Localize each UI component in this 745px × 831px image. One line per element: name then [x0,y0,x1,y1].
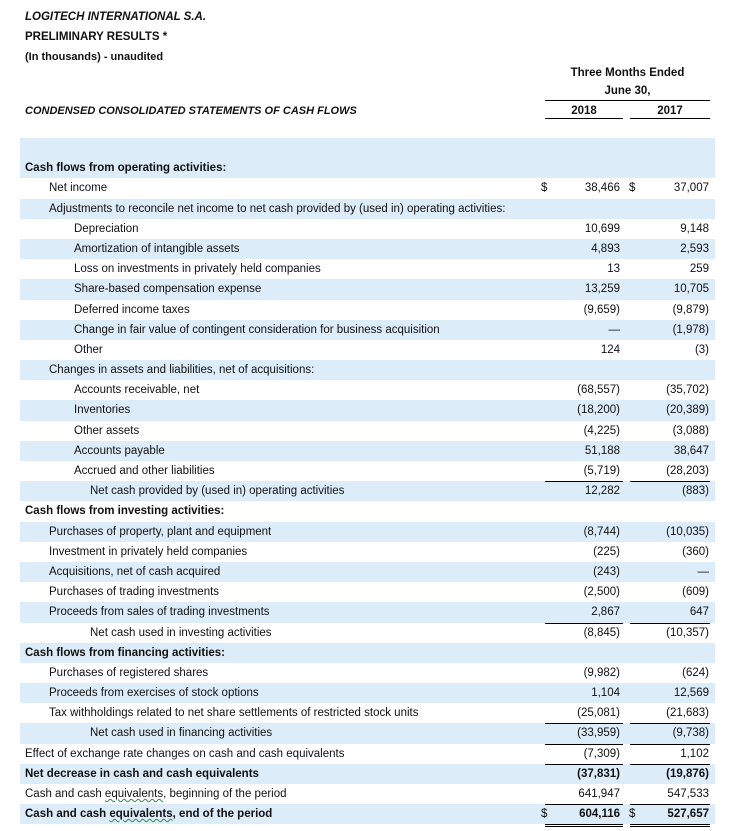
row-label: Purchases of property, plant and equipment [49,525,272,538]
period-rule [545,100,710,101]
value-2018: 38,466 [584,182,620,195]
row-label: Purchases of registered shares [49,666,209,679]
value-2018: 10,699 [584,222,620,235]
row-label: Other assets [74,424,140,437]
table-row [20,602,715,622]
row-label: Accounts payable [74,444,165,457]
value-2018: (68,557) [577,384,620,397]
value-2017: (35,702) [666,384,709,397]
row-label: Other [74,343,103,356]
table-row [20,380,715,400]
value-2018: 13 [607,263,620,276]
value-2018: (4,225) [583,424,620,437]
table-row [20,683,715,703]
value-2018: (8,845) [583,626,620,639]
value-2017: 527,657 [667,808,709,821]
table-row [20,320,715,340]
subtotal-rule [630,723,710,724]
row-label: Inventories [74,404,131,417]
table-row [20,138,715,158]
row-label: Effect of exchange rate changes on cash and cash equivalents [25,747,345,760]
year-2018-rule [545,118,623,119]
value-2018: (25,081) [577,707,620,720]
period-date-header: June 30, [604,85,651,97]
row-label: Loss on investments in privately held companies [74,263,321,276]
row-label: Tax withholdings related to net share settlements of restricted stock units [49,707,419,720]
row-label: Cash flows from operating activities: [25,162,227,175]
cash-flow-table [20,138,715,824]
value-2017: 647 [689,606,709,619]
subtotal-rule [630,623,710,624]
subtotal-rule [630,764,710,765]
value-2018: 13,259 [584,283,620,296]
value-2017: (10,357) [666,626,709,639]
value-2018: 641,947 [578,788,620,800]
value-2017: 12,569 [673,687,709,700]
value-2017: (609) [682,586,709,599]
value-2018: (5,719) [583,465,620,477]
document-title: PRELIMINARY RESULTS * [25,31,168,43]
table-row [20,461,715,481]
row-label: Depreciation [74,222,139,235]
value-2017: 547,533 [667,788,709,800]
value-2018: 12,282 [584,485,620,498]
value-2017: 9,148 [680,222,709,235]
value-2017: — [697,565,709,578]
table-row [20,501,715,521]
value-2018: (2,500) [583,586,620,599]
row-label: Deferred income taxes [74,303,190,316]
value-2017: (624) [682,666,709,679]
row-label: Net income [49,182,108,195]
row-label: Acquisitions, net of cash acquired [49,565,221,578]
statement-title: CONDENSED CONSOLIDATED STATEMENTS OF CASH FLOWS [25,105,357,117]
currency-symbol: $ [629,808,636,821]
units-note: (In thousands) - unaudited [25,51,164,63]
subtotal-rule [630,744,710,745]
value-2018: 604,116 [579,808,620,821]
row-label: Amortization of intangible assets [74,242,240,255]
row-label: Accrued and other liabilities [74,465,215,477]
row-label: Adjustments to reconcile net income to net cash provided by (used in) operating activities: [49,202,506,215]
value-2018: (8,744) [583,525,620,538]
year-2017-header: 2017 [657,105,683,117]
row-label: Accounts receivable, net [74,384,200,397]
row-label: Cash flows from investing activities: [25,505,225,518]
period-header: Three Months Ended [570,67,685,79]
value-2018: (33,959) [577,727,620,740]
value-2017: (9,738) [672,727,709,740]
value-2018: 2,867 [591,606,620,619]
table-row [20,158,715,178]
currency-symbol: $ [541,808,548,821]
table-row [20,542,715,562]
subtotal-rule [545,804,623,805]
spellcheck-underline: equivalents [104,788,164,800]
row-label: Changes in assets and liabilities, net of acquisitions: [49,364,315,377]
table-row [20,178,715,198]
table-row [20,703,715,723]
value-2018: 1,104 [591,687,620,700]
value-2017: (21,683) [666,707,709,720]
row-label: Cash and cash equivalents, end of the period [25,808,273,821]
value-2017: (9,879) [672,303,709,316]
value-2017: (1,978) [672,323,709,336]
table-row [20,663,715,683]
value-2018: (18,200) [577,404,620,417]
row-label: Net decrease in cash and cash equivalents [25,767,259,780]
table-row [20,360,715,380]
value-2018: (9,659) [583,303,620,316]
table-row [20,582,715,602]
value-2018: 51,188 [584,444,620,457]
table-row [20,562,715,582]
value-2017: (360) [682,545,709,558]
table-row [20,623,715,643]
table-row [20,279,715,299]
table-row [20,199,715,219]
table-row [20,804,715,824]
row-label: Proceeds from exercises of stock options [49,687,259,700]
currency-symbol: $ [541,182,548,195]
row-label: Investment in privately held companies [49,545,248,558]
value-2017: (28,203) [666,465,709,477]
value-2017: 2,593 [680,242,709,255]
table-row [20,421,715,441]
table-row [20,239,715,259]
value-2017: 259 [689,263,709,276]
value-2017: (883) [682,485,709,498]
table-row [20,764,715,784]
year-2017-rule [630,118,710,119]
subtotal-rule [545,764,623,765]
subtotal-rule [630,804,710,805]
row-label: Cash and cash equivalents, beginning of the period [25,788,287,800]
table-row [20,522,715,542]
value-2018: (243) [593,565,620,578]
table-row [20,643,715,663]
value-2017: (10,035) [666,525,709,538]
row-label: Purchases of trading investments [49,586,220,599]
table-row [20,400,715,420]
table-row [20,219,715,239]
value-2018: 4,893 [591,242,620,255]
table-row [20,441,715,461]
value-2017: (3,088) [672,424,709,437]
row-label: Net cash used in financing activities [90,727,273,740]
table-row [20,481,715,501]
value-2017: 10,705 [673,283,709,296]
row-label: Share-based compensation expense [74,283,262,296]
row-label: Net cash provided by (used in) operating activities [90,485,345,498]
company-name: LOGITECH INTERNATIONAL S.A. [25,11,207,23]
value-2018: (9,982) [583,666,620,679]
row-label: Net cash used in investing activities [90,626,272,639]
subtotal-rule [545,723,623,724]
value-2018: (7,309) [583,747,620,760]
value-2018: — [608,323,620,336]
table-row [20,300,715,320]
value-2018: 124 [600,343,620,356]
subtotal-rule [545,481,623,482]
subtotal-rule [630,481,710,482]
table-row [20,259,715,279]
table-row [20,340,715,360]
value-2018: (225) [593,545,620,558]
value-2017: 37,007 [673,182,709,195]
table-row [20,784,715,804]
value-2017: 38,647 [673,444,709,457]
table-row [20,744,715,764]
row-label: Proceeds from sales of trading investments [49,606,270,619]
value-2017: (20,389) [666,404,709,417]
row-label: Change in fair value of contingent consideration for business acquisition [74,323,440,336]
spellcheck-underline: equivalents [109,808,173,821]
value-2017: 1,102 [680,747,709,760]
currency-symbol: $ [629,182,636,195]
value-2018: (37,831) [577,767,620,780]
table-row [20,723,715,743]
value-2017: (3) [694,343,709,356]
total-double-rule [630,824,710,827]
total-double-rule [545,824,623,827]
subtotal-rule [545,623,623,624]
year-2018-header: 2018 [571,105,597,117]
row-label: Cash flows from financing activities: [25,646,226,659]
value-2017: (19,876) [666,767,709,780]
subtotal-rule [545,744,623,745]
